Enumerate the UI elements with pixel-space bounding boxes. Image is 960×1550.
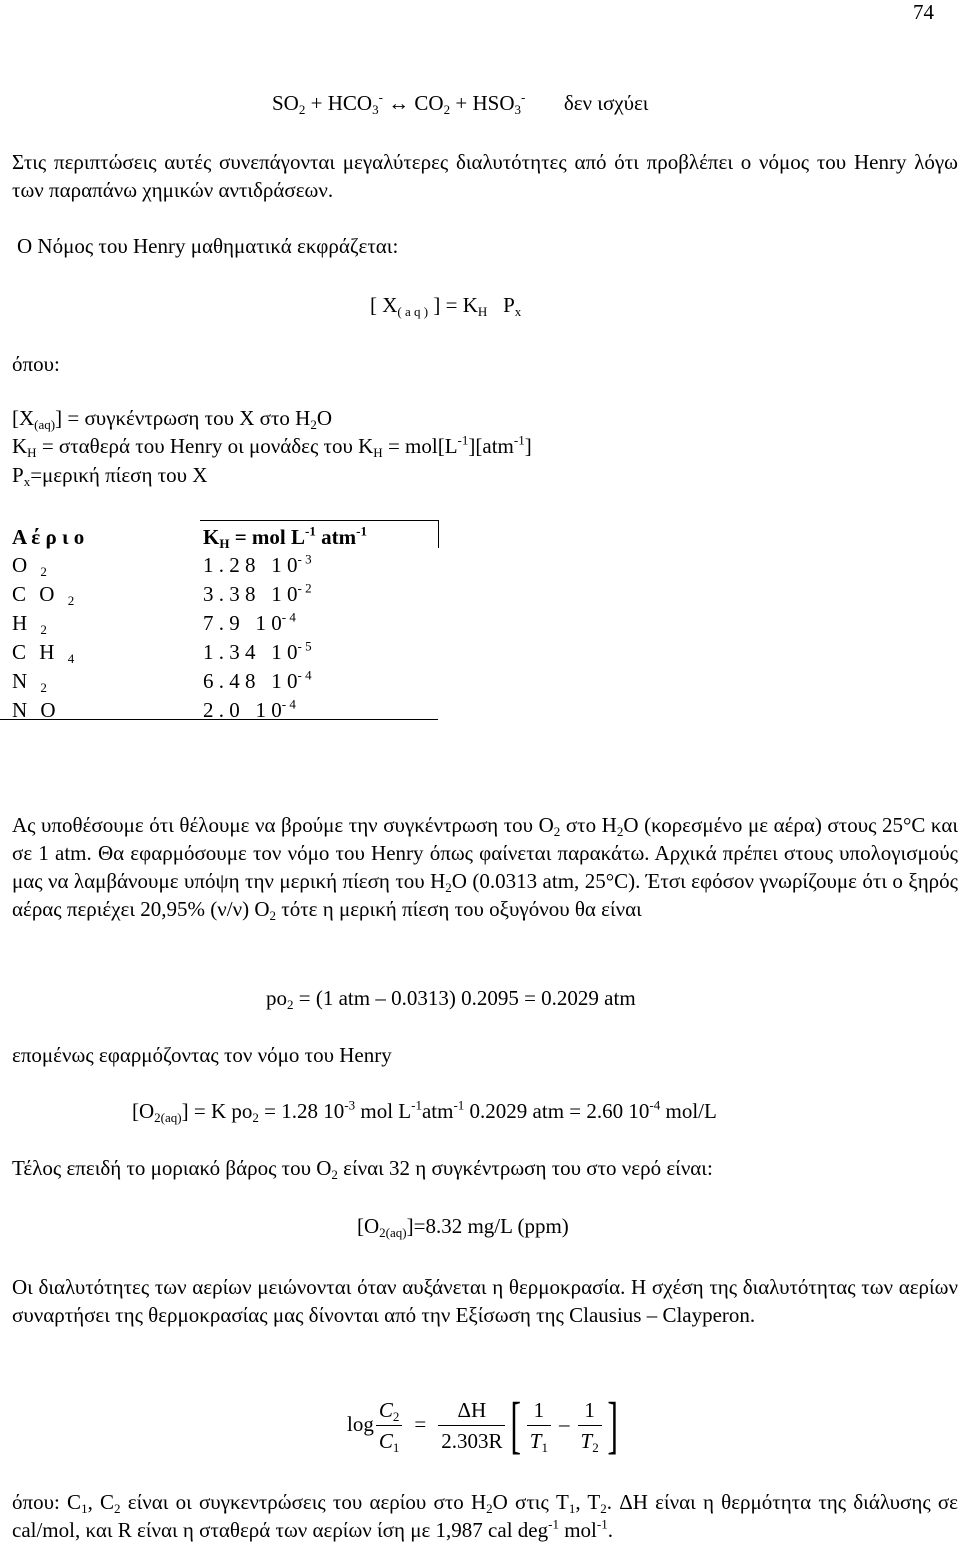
table-header-gas: Α έ ρ ι ο [12, 525, 85, 549]
reaction-co2: CO [414, 91, 444, 115]
paragraph-definitions: όπου: $C_1$, $C_2$ είναι οι συγκεντρώσεις του αερίου στο $H_2O$ στις $T_1$, $T_2$. ΔH είναι η θερμότητα της διάλυσης σε cal/mol, και R είναι η σταθερά των αερίων ίση με 1,987 cal deg$^{-1}$ mol$^{-1}$. [12, 1490, 958, 1542]
eq-enthalpy-fraction: $\frac{\Delta H}{2.303R}$ [438, 1395, 505, 1456]
ppm-equation: $[O_{2(aq)}]=8.32$ mg/L (ppm) [357, 1214, 569, 1240]
table-kh-cell: 6 . 4 8 1 $0^{- 4}$ [203, 667, 312, 693]
paragraph-example: Ας υποθέσουμε ότι θέλουμε να βρούμε την συγκέντρωση του $O_2$ στο $H_2O$ (κορεσμένο με αέρα) στους 25°C και σε 1 atm. Θα εφαρμόσουμε τον νόμο του Henry όπως φαίνεται παρακάτω. Αρχικά πρέπει στους υπολογισμούς μας να λαμβάνουμε υπόψη την μερική πίεση του $H_2O$ (0.0313 atm, 25°C). Έτσι εφόσον γνωρίζουμε ότι ο ξηρός αέρας περιέχει 20,95% (ν/ν) $O_2$ τότε η μερική πίεση του οξυγόνου θα είναι [12, 813, 958, 923]
definition-henry-constant: $K_H = \sigma\tau\alpha\theta\varepsilon\rho ά$ του Henry οι μονάδες του $K_H = mol[L^{-1}][atm^{-1}]$ [12, 432, 532, 460]
where-label: όπου: [12, 352, 60, 376]
reaction-hco3: + HCO [305, 91, 373, 115]
definition-concentration: $[X_{(aq)}] = \sigma\upsilon\gamma\kappa έ\nu\tau\rho\omega\sigma\eta$ του X στο $H_2O$ [12, 406, 333, 432]
table-kh-cell: 7 . 9 1 $0^{- 4}$ [203, 609, 296, 635]
table-gas-cell: O $_2$ [12, 553, 51, 579]
table-gas-cell: N $_2$ [12, 669, 51, 695]
law-aq: ( a q ) [397, 303, 429, 319]
table-gas-cell: C H $_4$ [12, 640, 79, 666]
paragraph-intro: Στις περιπτώσεις αυτές συνεπάγονται μεγαλύτερες διαλυτότητες από ότι προβλέπει ο νόμος του Henry λόγω των παραπάνω χημικών αντιδράσεων. [12, 150, 958, 202]
law-p: P [503, 293, 515, 317]
table-kh-cell: 3 . 3 8 1 $0^{- 2}$ [203, 580, 312, 606]
law-rhs: ] = K [428, 293, 478, 317]
definition-partial-pressure: $P_x=\mu\varepsilon\rho\iota\kappa ή$ πίεση του X [12, 463, 208, 489]
molar-mass-line: Τέλος επειδή το μοριακό βάρος του $O_2$ είναι 32 η συγκέντρωση του στο νερό είναι: [12, 1156, 713, 1182]
eq-log: log [347, 1412, 374, 1437]
reaction-so2: SO [272, 91, 299, 115]
reaction-note: δεν ισχύει [563, 91, 649, 115]
table-bottom-rule [0, 719, 438, 720]
eq-concentration-ratio: $\frac{C_2}{C_1}$ [376, 1395, 403, 1456]
law-lhs: [ X [370, 293, 398, 317]
henry-law-equation [370, 293, 521, 318]
law-kh-sub: H [477, 303, 488, 319]
reaction-hso3: + HSO [450, 91, 515, 115]
eq-inv-t1: $\frac{1}{T_1}$ [527, 1395, 551, 1456]
law-p-sub: x [514, 303, 522, 319]
clausius-clapeyron-equation: log $\frac{C_2}{C_1}$ = $\frac{\Delta H}{2.303R}$ [ $\frac{1}{T_1}$ – $\frac{1}{T_2}$ ] [347, 1389, 618, 1460]
table-gas-cell: C O $_2$ [12, 582, 79, 608]
table-gas-cell: N O [12, 698, 60, 722]
eq-inv-t2: $\frac{1}{T_2}$ [578, 1395, 602, 1456]
table-kh-cell: 2 . 0 1 $0^{- 4}$ [203, 696, 296, 722]
table-kh-cell: 1 . 2 8 1 $0^{- 3}$ [203, 551, 312, 577]
page-number: 74 [913, 0, 934, 24]
table-header-kh: $K_H$ = mol $L^{-1}$ atm$^{-1}$ [203, 523, 367, 551]
paragraph-temperature: Οι διαλυτότητες των αερίων μειώνονται όταν αυξάνεται η θερμοκρασία. Η σχέση της διαλυτότητας των αερίων συναρτήσει της θερμοκρασίας μας δίνονται από την Εξίσωση της Clausius – Clayperon. [12, 1275, 958, 1327]
law-intro: Ο Νόμος του Henry μαθηματικά εκφράζεται: [17, 234, 399, 258]
table-gas-cell: H $_2$ [12, 611, 51, 637]
equilibrium-arrow: ↔ [388, 91, 410, 115]
reaction-equation: $SO_2 + HCO_3^-$ ↔ $CO_2 + HSO_3^-$ δεν ισχύει [272, 89, 649, 117]
table-kh-cell: 1 . 3 4 1 $0^{- 5}$ [203, 638, 312, 664]
partial-pressure-equation: $po_2 = (1$ atm – 0.0313) 0.2095 = 0.2029 atm [266, 986, 636, 1012]
therefore-line: επομένως εφαρμόζοντας τον νόμο του Henry [12, 1043, 392, 1067]
oxygen-concentration-equation: $[O_{2(aq)}] = K$ $po_2 = 1.28$ $10^{-3}$ mol $L^{-1}atm^{-1}$ 0.2029 atm = 2.60 $10^{-4}$ mol/L [132, 1097, 717, 1125]
